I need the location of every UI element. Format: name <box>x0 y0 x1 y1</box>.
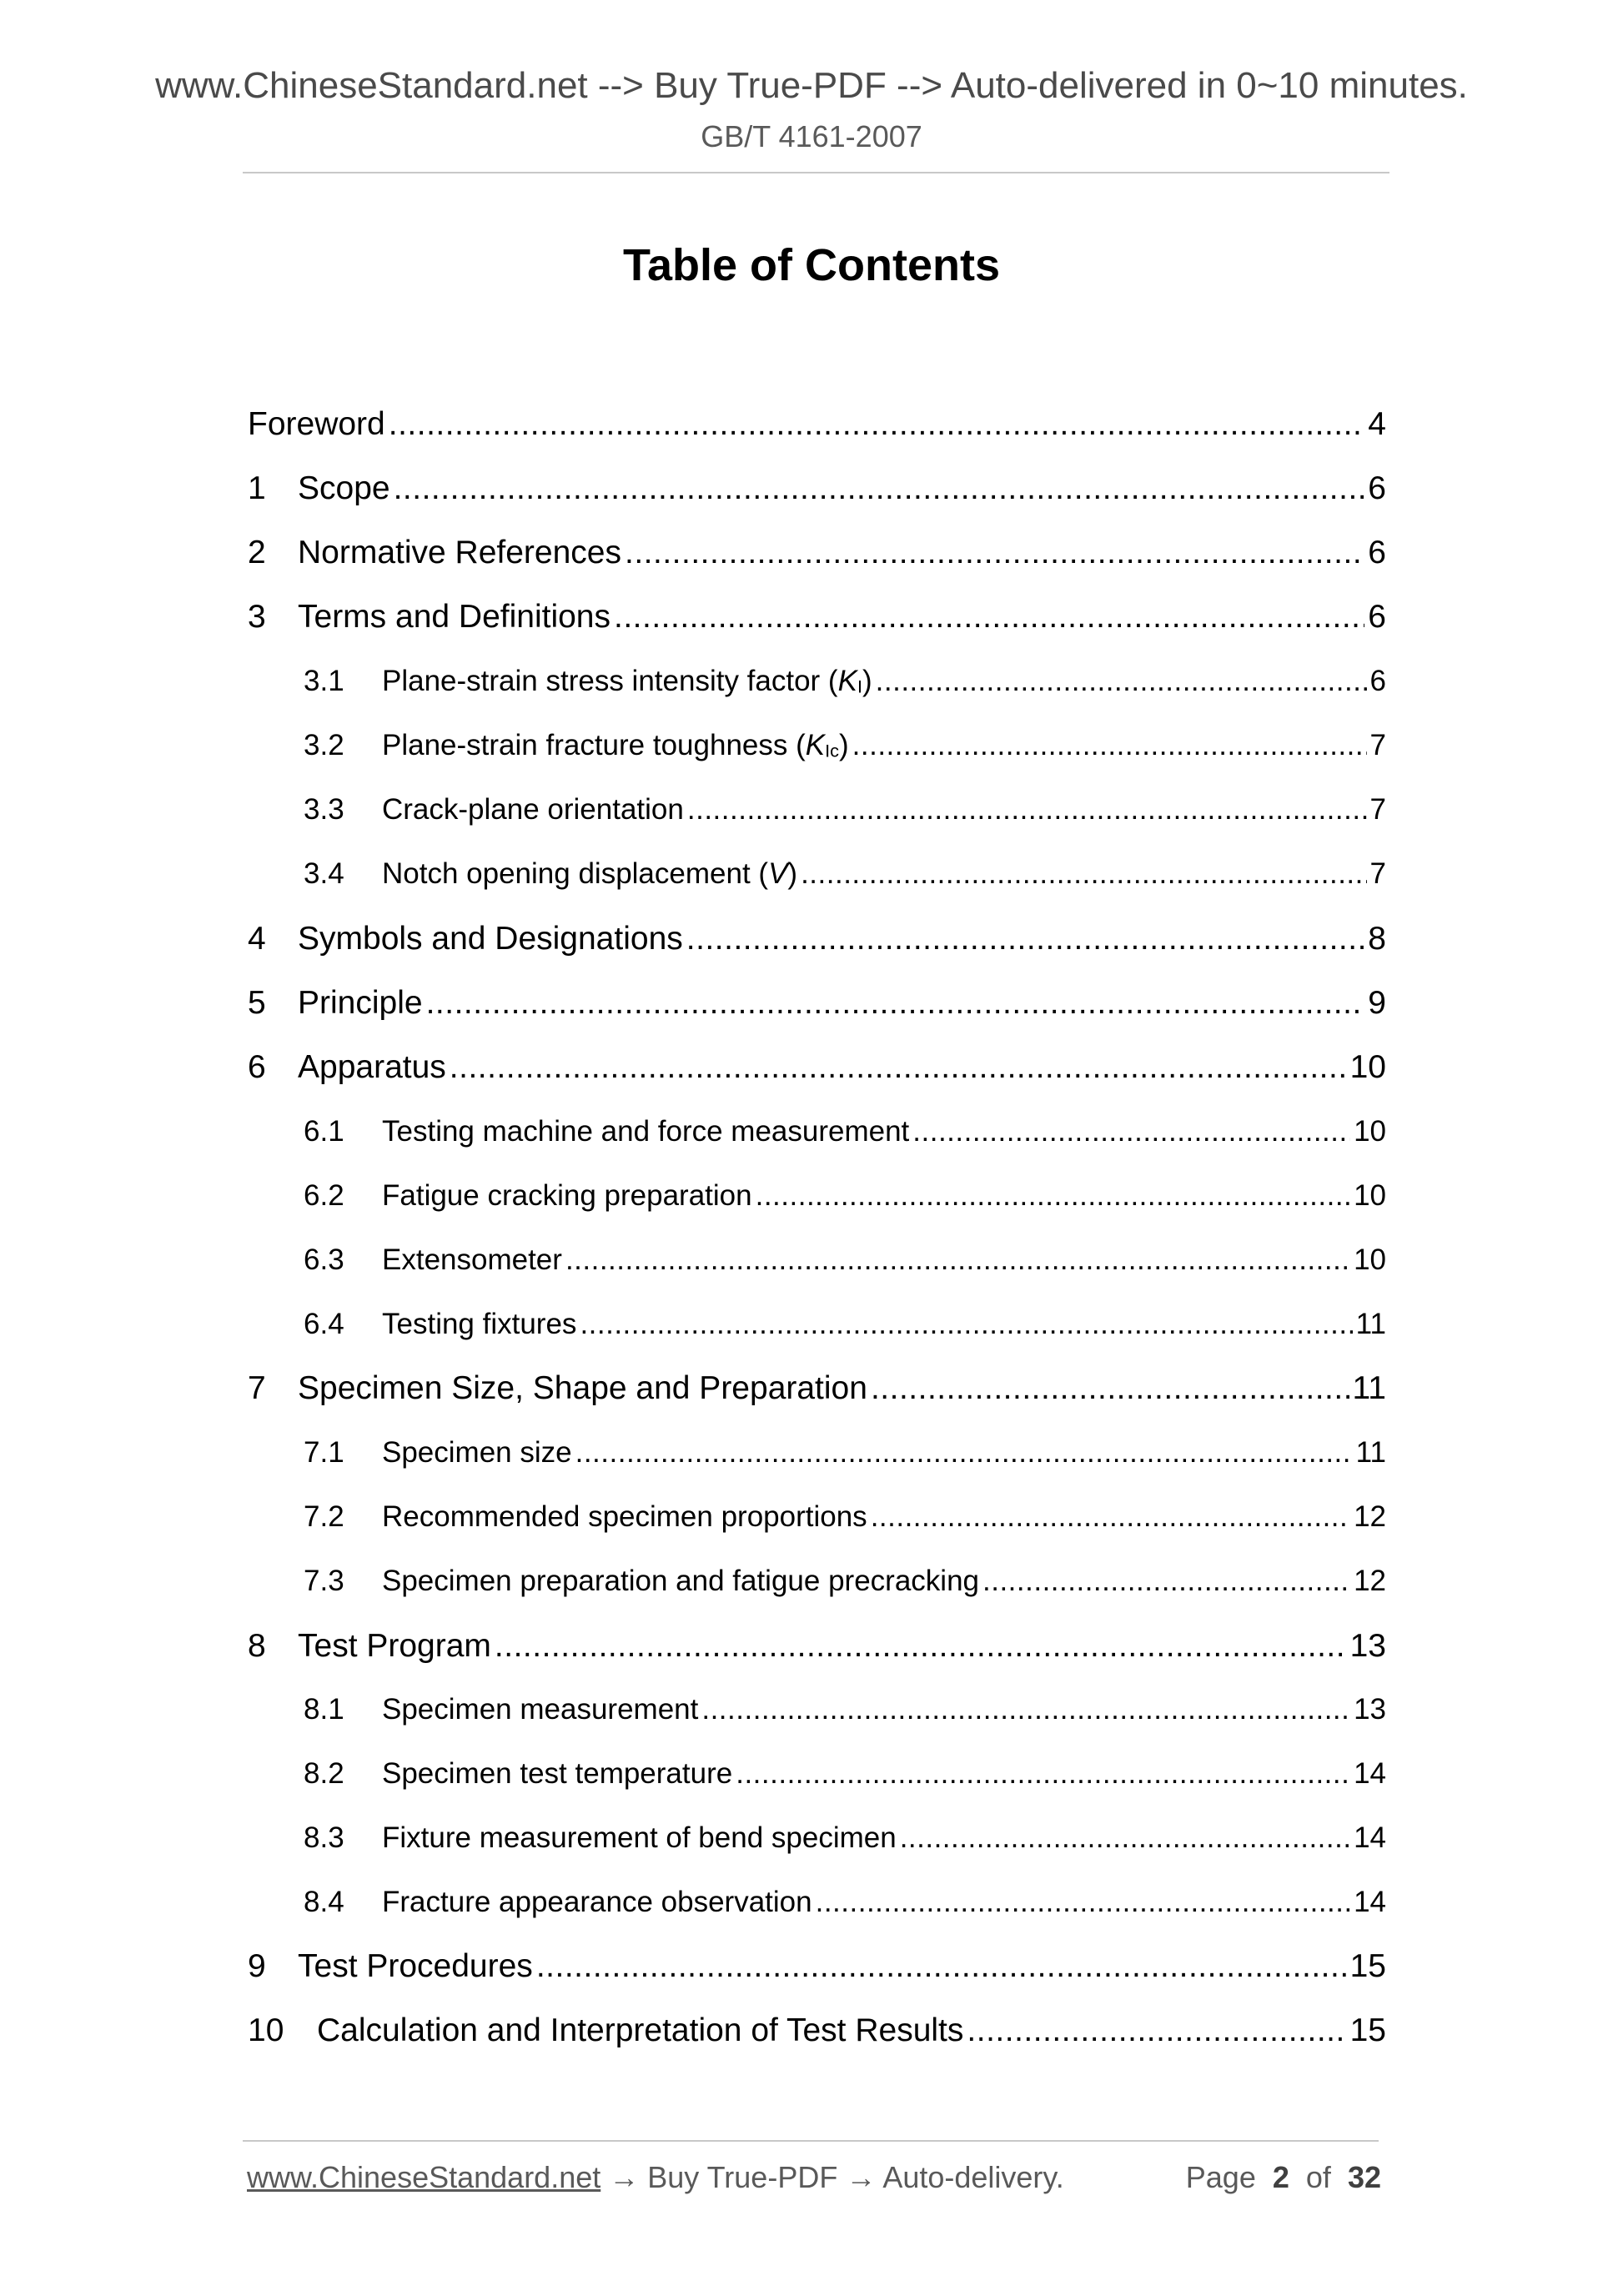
dot-leader <box>614 599 1364 636</box>
toc-entry-5[interactable] <box>248 985 1386 1022</box>
toc-entry-10[interactable] <box>248 2012 1386 2049</box>
dot-leader <box>876 665 1367 698</box>
toc-entry-page: 15 <box>1349 2012 1386 2048</box>
dot-leader <box>816 1886 1350 1919</box>
toc-entry-page: 11 <box>1352 1370 1386 1406</box>
toc-entry-7-1[interactable] <box>248 1436 1386 1470</box>
toc-entry-label: Specimen Size, Shape and Preparation <box>298 1370 867 1406</box>
toc-entry-label: Fatigue cracking preparation <box>382 1179 752 1212</box>
toc-entry-3-4[interactable] <box>248 857 1386 891</box>
toc-entry-8-1[interactable] <box>248 1693 1386 1726</box>
toc-entry-number: 6.1 <box>304 1115 344 1148</box>
toc-entry-page: 8 <box>1368 921 1386 957</box>
dot-leader <box>565 1243 1350 1277</box>
symbol-k: K <box>837 665 857 697</box>
dot-leader <box>625 535 1364 571</box>
footer-site-link[interactable]: www.ChineseStandard.net <box>247 2160 601 2194</box>
toc-entry-label: Test Program <box>298 1628 491 1664</box>
toc-entry-label: Fixture measurement of bend specimen <box>382 1821 897 1854</box>
toc-entry-label: Testing machine and force measurement <box>382 1115 910 1148</box>
toc-entry-number: 3.2 <box>304 729 344 761</box>
toc-entry-page: 7 <box>1369 729 1386 761</box>
dot-leader <box>871 1500 1350 1534</box>
toc-entry-label: Extensometer <box>382 1243 562 1276</box>
toc-entry-number: 7.3 <box>304 1565 344 1597</box>
toc-entry-label: Foreword <box>248 406 385 442</box>
dot-leader <box>687 793 1367 826</box>
toc-entry-number: 8.4 <box>304 1886 344 1918</box>
toc-entry-label: Terms and Definitions <box>298 599 611 635</box>
toc-entry-label: Apparatus <box>298 1049 446 1085</box>
document-code: GB/T 4161-2007 <box>701 119 922 153</box>
page-indicator: Page 2 of 32 <box>1185 2160 1381 2194</box>
dot-leader <box>871 1370 1349 1407</box>
toc-entry-page: 14 <box>1354 1886 1386 1918</box>
toc-entry-page: 6 <box>1368 599 1386 635</box>
toc-entry-7-2[interactable] <box>248 1500 1386 1534</box>
toc-entry-page: 11 <box>1355 1436 1386 1469</box>
toc-entry-page: 12 <box>1354 1500 1386 1533</box>
toc-entry-page: 6 <box>1368 535 1386 570</box>
toc-entry-page: 6 <box>1369 665 1386 697</box>
dot-leader <box>801 857 1366 891</box>
toc-entry-number: 6.4 <box>304 1308 344 1340</box>
toc-entry-page: 7 <box>1369 793 1386 826</box>
toc-entry-number: 7.1 <box>304 1436 344 1469</box>
total-pages: 32 <box>1347 2160 1381 2194</box>
toc-entry-number: 5 <box>248 985 266 1021</box>
toc-entry-page: 4 <box>1368 406 1386 442</box>
dot-leader <box>701 1693 1350 1726</box>
toc-entry-8[interactable] <box>248 1628 1386 1665</box>
toc-entry-number: 6 <box>248 1049 266 1085</box>
toc-entry-9[interactable] <box>248 1948 1386 1985</box>
toc-entry-label: Plane-strain fracture toughness (KIc) <box>382 729 849 761</box>
toc-entry-page: 6 <box>1368 470 1386 506</box>
dot-leader <box>536 1948 1347 1985</box>
toc-entry-2[interactable] <box>248 535 1386 571</box>
toc-entry-label: Recommended specimen proportions <box>382 1500 867 1533</box>
dot-leader <box>394 470 1365 507</box>
dot-leader <box>580 1308 1352 1341</box>
toc-entry-number: 2 <box>248 535 266 570</box>
footer-divider <box>243 2140 1379 2142</box>
toc-entry-number: 9 <box>248 1948 266 1984</box>
toc-entry-8-4[interactable] <box>248 1886 1386 1919</box>
subscript: Ic <box>825 740 839 761</box>
toc-entry-3-1[interactable] <box>248 665 1386 698</box>
toc-entry-label: Specimen size <box>382 1436 572 1469</box>
toc-entry-label: Fracture appearance observation <box>382 1886 812 1918</box>
toc-entry-label: Principle <box>298 985 423 1021</box>
toc-entry-7-3[interactable] <box>248 1565 1386 1598</box>
toc-entry-label: Specimen test temperature <box>382 1757 733 1790</box>
toc-entry-number: 4 <box>248 921 266 957</box>
toc-entry-page: 12 <box>1354 1565 1386 1597</box>
dot-leader <box>852 729 1367 762</box>
toc-entry-label: Plane-strain stress intensity factor (KI) <box>382 665 872 697</box>
toc-entry-page: 14 <box>1354 1757 1386 1790</box>
header-banner: www.ChineseStandard.net --> Buy True-PDF --> Auto-delivered in 0~10 minutes. <box>155 65 1468 106</box>
toc-entry-6-1[interactable] <box>248 1115 1386 1148</box>
subscript: I <box>857 676 862 697</box>
dot-leader <box>575 1436 1353 1470</box>
toc-entry-6-3[interactable] <box>248 1243 1386 1277</box>
dot-leader <box>736 1757 1350 1791</box>
toc-entry-label: Symbols and Designations <box>298 921 683 957</box>
toc-entry-label: Notch opening displacement (V) <box>382 857 798 890</box>
toc-entry-label: Calculation and Interpretation of Test Results <box>317 2012 964 2048</box>
toc-entry-number: 8.2 <box>304 1757 344 1790</box>
dot-leader <box>982 1565 1350 1598</box>
toc-entry-1[interactable] <box>248 470 1386 507</box>
toc-entry-number: 3.3 <box>304 793 344 826</box>
toc-entry-3-3[interactable] <box>248 793 1386 826</box>
toc-entry-number: 8.1 <box>304 1693 344 1726</box>
toc-entry-6[interactable] <box>248 1049 1386 1086</box>
toc-entry-label: Testing fixtures <box>382 1308 577 1340</box>
toc-entry-number: 7.2 <box>304 1500 344 1533</box>
dot-leader <box>450 1049 1347 1086</box>
toc-entry-number: 6.3 <box>304 1243 344 1276</box>
toc-entry-page: 9 <box>1368 985 1386 1021</box>
toc-entry-page: 14 <box>1354 1821 1386 1854</box>
toc-entry-3[interactable] <box>248 599 1386 636</box>
current-page: 2 <box>1272 2160 1289 2194</box>
dot-leader <box>495 1628 1347 1665</box>
toc-entry-page: 11 <box>1355 1308 1386 1340</box>
toc-entry-7[interactable] <box>248 1370 1386 1407</box>
toc-entry-number: 10 <box>248 2012 284 2048</box>
toc-entry-label: Normative References <box>298 535 621 570</box>
toc-entry-page: 10 <box>1354 1179 1386 1212</box>
toc-entry-page: 10 <box>1354 1115 1386 1148</box>
toc-entry-page: 10 <box>1354 1243 1386 1276</box>
dot-leader <box>389 406 1365 443</box>
toc-entry-label: Test Procedures <box>298 1948 533 1984</box>
dot-leader <box>912 1115 1350 1148</box>
toc-entry-number: 6.2 <box>304 1179 344 1212</box>
toc-entry-label: Specimen measurement <box>382 1693 699 1726</box>
toc-entry-page: 7 <box>1369 857 1386 890</box>
dot-leader <box>756 1179 1350 1213</box>
toc-entry-foreword[interactable] <box>248 406 1386 443</box>
toc-entry-8-3[interactable] <box>248 1821 1386 1855</box>
toc-entry-label: Crack-plane orientation <box>382 793 684 826</box>
toc-entry-number: 7 <box>248 1370 266 1406</box>
toc-entry-number: 8.3 <box>304 1821 344 1854</box>
toc-entry-6-4[interactable] <box>248 1308 1386 1341</box>
toc-entry-number: 3 <box>248 599 266 635</box>
header-divider <box>243 172 1389 173</box>
toc-entry-label: Scope <box>298 470 390 506</box>
dot-leader <box>967 2012 1346 2049</box>
toc-entry-number: 8 <box>248 1628 266 1664</box>
toc-entry-page: 10 <box>1349 1049 1386 1085</box>
toc-entry-page: 13 <box>1354 1693 1386 1726</box>
toc-entry-number: 3.1 <box>304 665 344 697</box>
toc-entry-4[interactable] <box>248 921 1386 957</box>
footer-text: → Buy True-PDF → Auto-delivery. <box>600 2160 1064 2194</box>
toc-entry-6-2[interactable] <box>248 1179 1386 1213</box>
toc-entry-page: 15 <box>1349 1948 1386 1984</box>
page-footer <box>247 2160 1381 2195</box>
dot-leader <box>900 1821 1350 1855</box>
symbol-v: V <box>768 857 788 890</box>
toc-entry-label: Specimen preparation and fatigue precracking <box>382 1565 979 1597</box>
dot-leader <box>686 921 1365 957</box>
toc-entry-page: 13 <box>1349 1628 1386 1664</box>
toc-entry-8-2[interactable] <box>248 1757 1386 1791</box>
toc-entry-number: 3.4 <box>304 857 344 890</box>
dot-leader <box>426 985 1365 1022</box>
page-title: Table of Contents <box>623 240 1000 290</box>
toc-entry-number: 1 <box>248 470 266 506</box>
symbol-k: K <box>805 729 826 761</box>
toc-entry-3-2[interactable] <box>248 729 1386 762</box>
